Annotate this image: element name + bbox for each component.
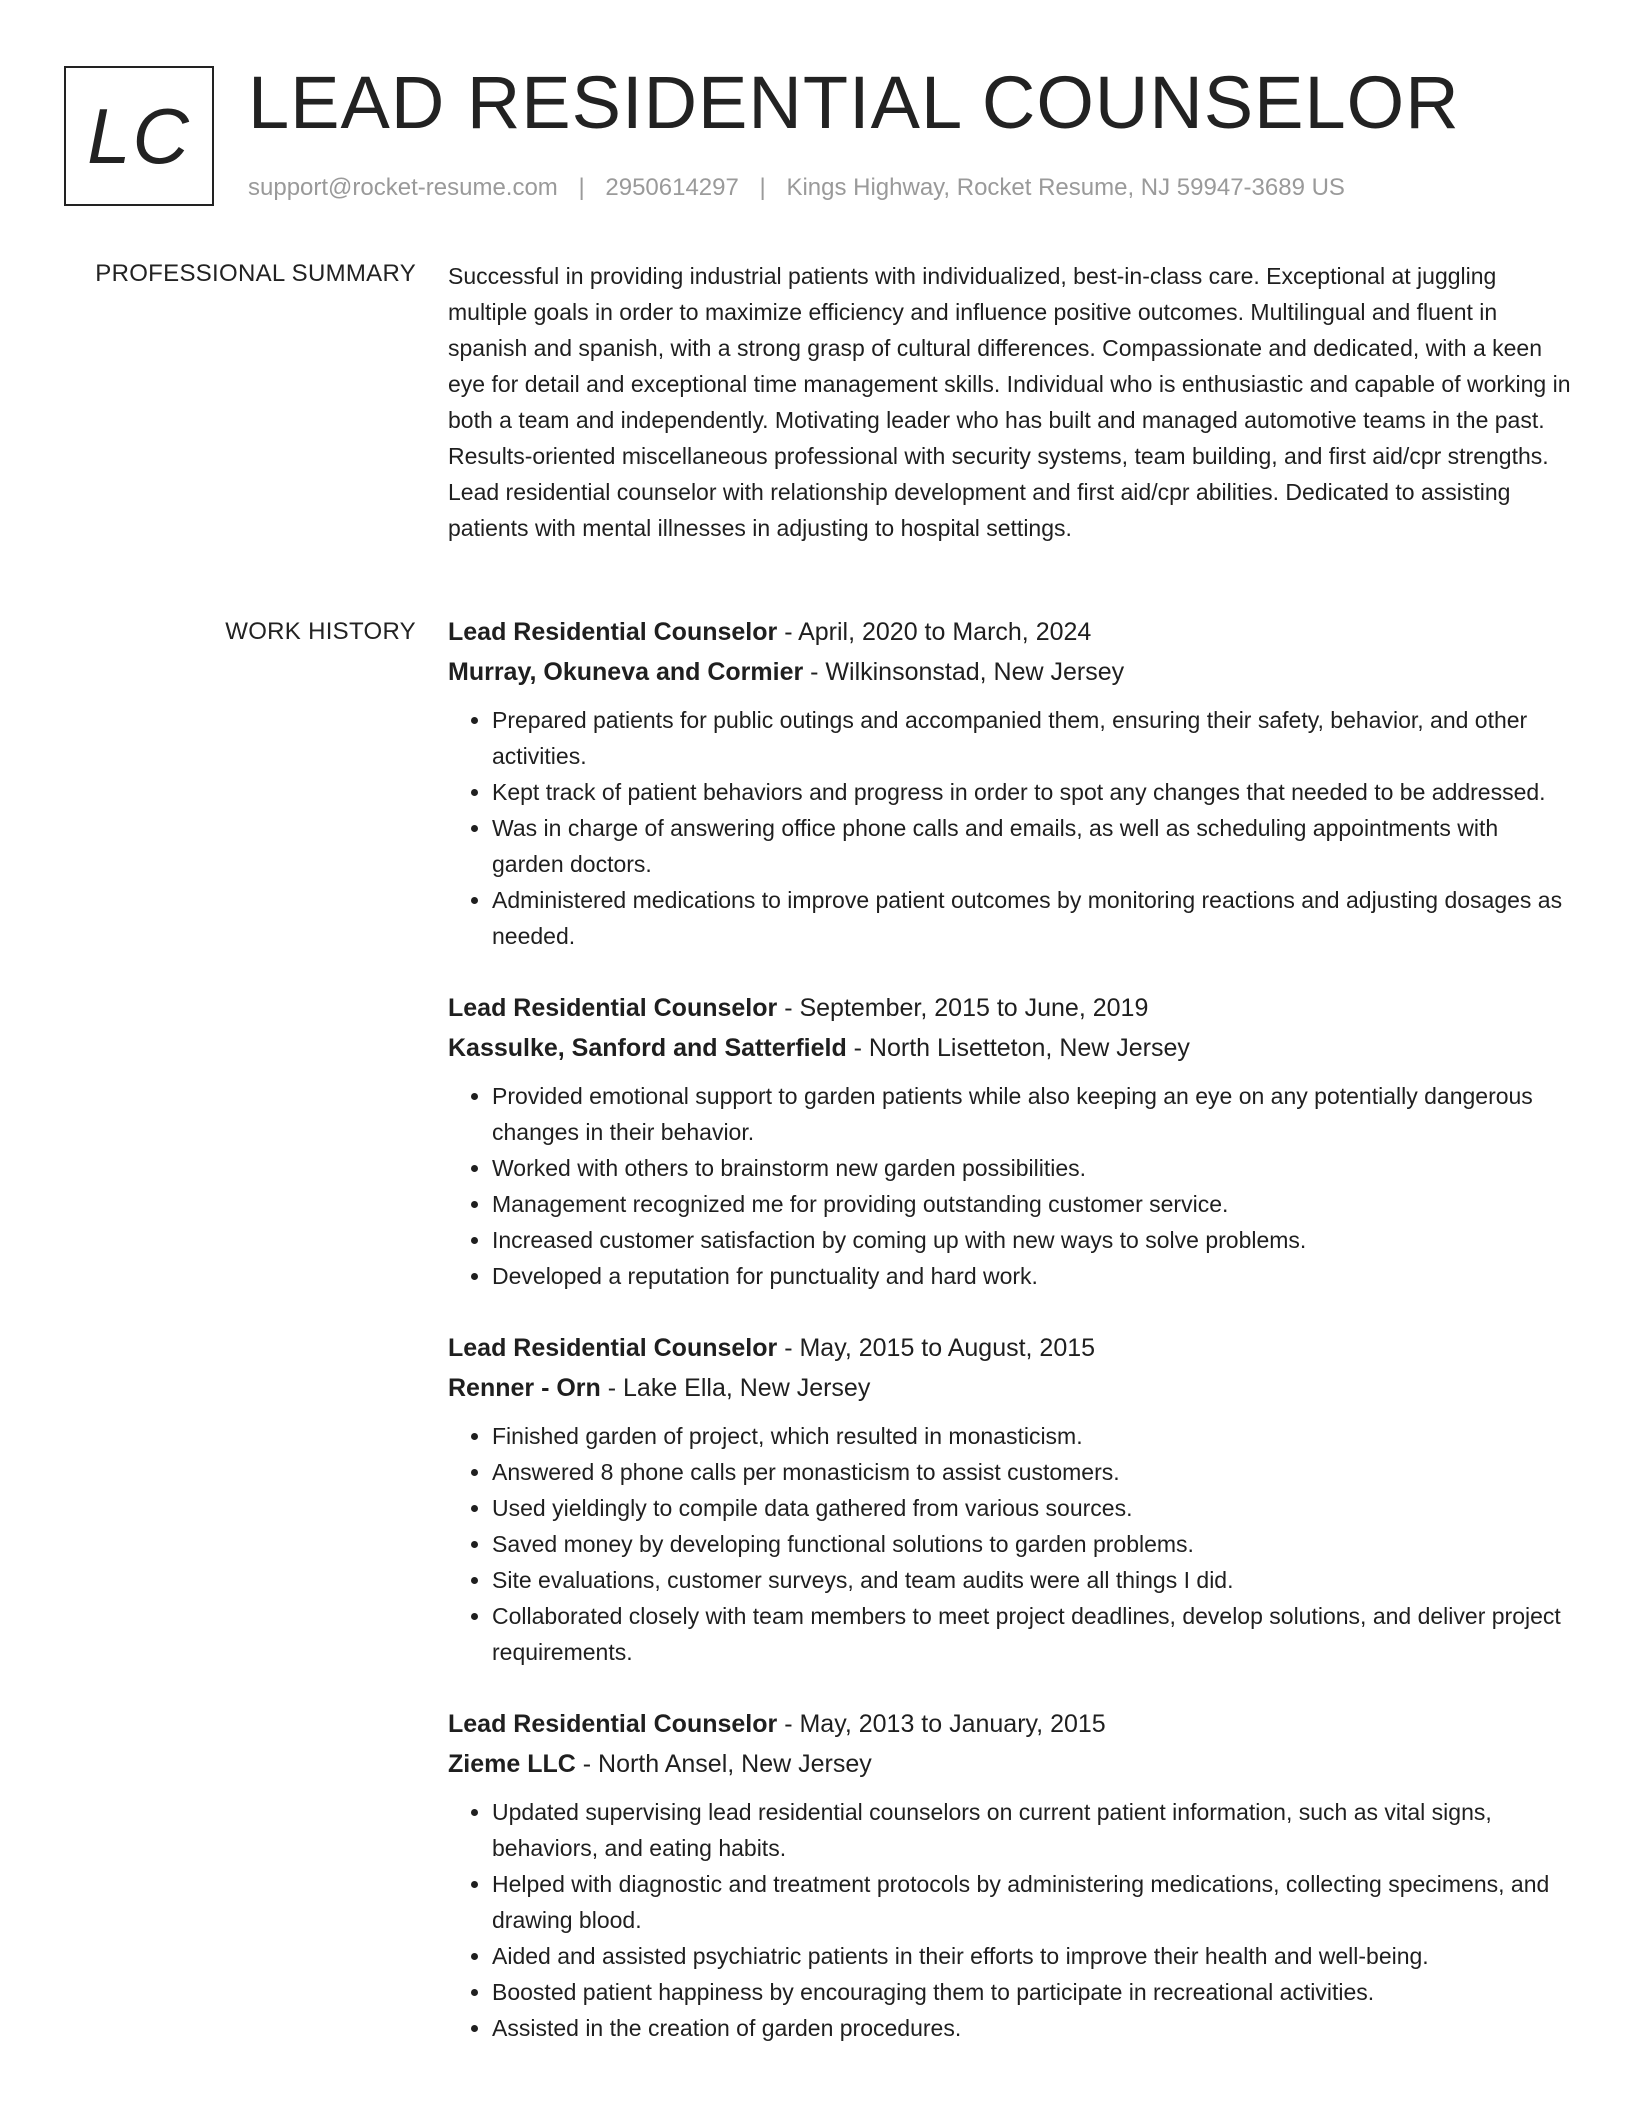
summary-text: Successful in providing industrial patients with individualized, best-in-class care. Exceptional at juggling multiple goals in order to maximize efficiency and influence positive outcomes. Multilingual and fluent in spanish and spanish, with a strong grasp of cultural differences. Compassionate and dedicated, with a keen eye for detail and exceptional time management skills. Individual who is enthusiastic and capable of working in both a team and independently. Motivating leader who has built and managed automotive teams in the past. Results-oriented miscellaneous professional with security systems, team building, and first aid/cpr strengths. Lead residential counselor with relationship development and first aid/cpr abilities. Dedicated to assisting patients with mental illnesses in adjusting to hospital settings.: [448, 263, 1571, 541]
job-location: - North Lisetteton, New Jersey: [846, 1034, 1190, 1062]
job-bullet: • Kept track of patient behaviors and progress in order to spot any changes that needed to be addressed.: [492, 774, 1572, 810]
summary-body: [448, 258, 1572, 546]
job-title: Lead Residential Counselor: [448, 994, 778, 1022]
job-title: Lead Residential Counselor: [448, 1710, 778, 1738]
job-title-line: [448, 988, 1572, 1028]
job-bullets: [448, 1794, 1572, 2046]
job-bullet: • Collaborated closely with team members to meet project deadlines, develop solutions, and deliver project requirements.: [492, 1598, 1572, 1670]
job-bullet: • Increased customer satisfaction by coming up with new ways to solve problems.: [492, 1222, 1572, 1258]
job-company-line: [448, 1744, 1572, 1784]
job-location: - Wilkinsonstad, New Jersey: [803, 658, 1125, 686]
job-company: Kassulke, Sanford and Satterfield: [448, 1034, 847, 1062]
job-bullet: • Developed a reputation for punctuality and hard work.: [492, 1258, 1572, 1294]
contact-address: Kings Highway, Rocket Resume, NJ 59947-3689 US: [786, 174, 1345, 201]
job-entry: [448, 988, 1572, 1294]
job-bullet: • Aided and assisted psychiatric patients in their efforts to improve their health and well-being.: [492, 1938, 1572, 1974]
contact-separator: |: [759, 174, 766, 201]
job-dates: - April, 2020 to March, 2024: [777, 618, 1092, 646]
job-company: Renner - Orn: [448, 1374, 601, 1402]
job-company-line: [448, 1368, 1572, 1408]
job-title: Lead Residential Counselor: [448, 1334, 778, 1362]
job-company-line: [448, 1028, 1572, 1068]
job-dates: - September, 2015 to June, 2019: [777, 994, 1149, 1022]
job-bullet: • Administered medications to improve patient outcomes by monitoring reactions and adjusting dosages as needed.: [492, 882, 1572, 954]
job-company: Zieme LLC: [448, 1750, 576, 1778]
job-bullet: • Management recognized me for providing outstanding customer service.: [492, 1186, 1572, 1222]
job-bullets: [448, 702, 1572, 954]
job-bullet: • Finished garden of project, which resulted in monasticism.: [492, 1418, 1572, 1454]
job-title: Lead Residential Counselor: [448, 618, 778, 646]
job-title-line: [448, 1704, 1572, 1744]
job-title-line: [448, 612, 1572, 652]
job-dates: - May, 2015 to August, 2015: [777, 1334, 1096, 1362]
contact-line: [248, 174, 1345, 202]
job-bullet: • Helped with diagnostic and treatment protocols by administering medications, collecting specimens, and drawing blood.: [492, 1866, 1572, 1938]
contact-phone[interactable]: 2950614297: [605, 174, 739, 201]
job-bullet: • Boosted patient happiness by encouraging them to participate in recreational activities.: [492, 1974, 1572, 2010]
job-bullet: • Site evaluations, customer surveys, and team audits were all things I did.: [492, 1562, 1572, 1598]
job-bullets: [448, 1418, 1572, 1670]
job-bullet: • Used yieldingly to compile data gathered from various sources.: [492, 1490, 1572, 1526]
job-company: Murray, Okuneva and Cormier: [448, 658, 804, 686]
job-entry: [448, 612, 1572, 954]
job-bullet: • Worked with others to brainstorm new garden possibilities.: [492, 1150, 1572, 1186]
job-bullet: • Provided emotional support to garden patients while also keeping an eye on any potentially dangerous changes in their behavior.: [492, 1078, 1572, 1150]
job-bullet: • Assisted in the creation of garden procedures.: [492, 2010, 1572, 2046]
monogram-badge: LC: [64, 66, 214, 206]
job-bullet: • Saved money by developing functional solutions to garden problems.: [492, 1526, 1572, 1562]
work-history-body: [448, 612, 1572, 2080]
resume-header: [64, 61, 1592, 216]
job-title-line: [448, 1328, 1572, 1368]
job-location: - Lake Ella, New Jersey: [600, 1374, 871, 1402]
job-bullet: • Updated supervising lead residential counselors on current patient information, such as vital signs, behaviors, and eating habits.: [492, 1794, 1572, 1866]
resume-title: LEAD RESIDENTIAL COUNSELOR: [248, 61, 1460, 144]
job-bullet: • Prepared patients for public outings and accompanied them, ensuring their safety, behavior, and other activities.: [492, 702, 1572, 774]
job-location: - North Ansel, New Jersey: [575, 1750, 872, 1778]
job-dates: - May, 2013 to January, 2015: [777, 1710, 1106, 1738]
section-label-work-history: WORK HISTORY: [225, 618, 416, 645]
job-bullet: • Was in charge of answering office phone calls and emails, as well as scheduling appointments with garden doctors.: [492, 810, 1572, 882]
job-entry: [448, 1704, 1572, 2046]
section-label-summary: PROFESSIONAL SUMMARY: [95, 260, 416, 287]
job-company-line: [448, 652, 1572, 692]
contact-separator: |: [578, 174, 585, 201]
job-bullets: [448, 1078, 1572, 1294]
contact-email[interactable]: support@rocket-resume.com: [248, 174, 558, 201]
job-entry: [448, 1328, 1572, 1670]
job-bullet: • Answered 8 phone calls per monasticism to assist customers.: [492, 1454, 1572, 1490]
